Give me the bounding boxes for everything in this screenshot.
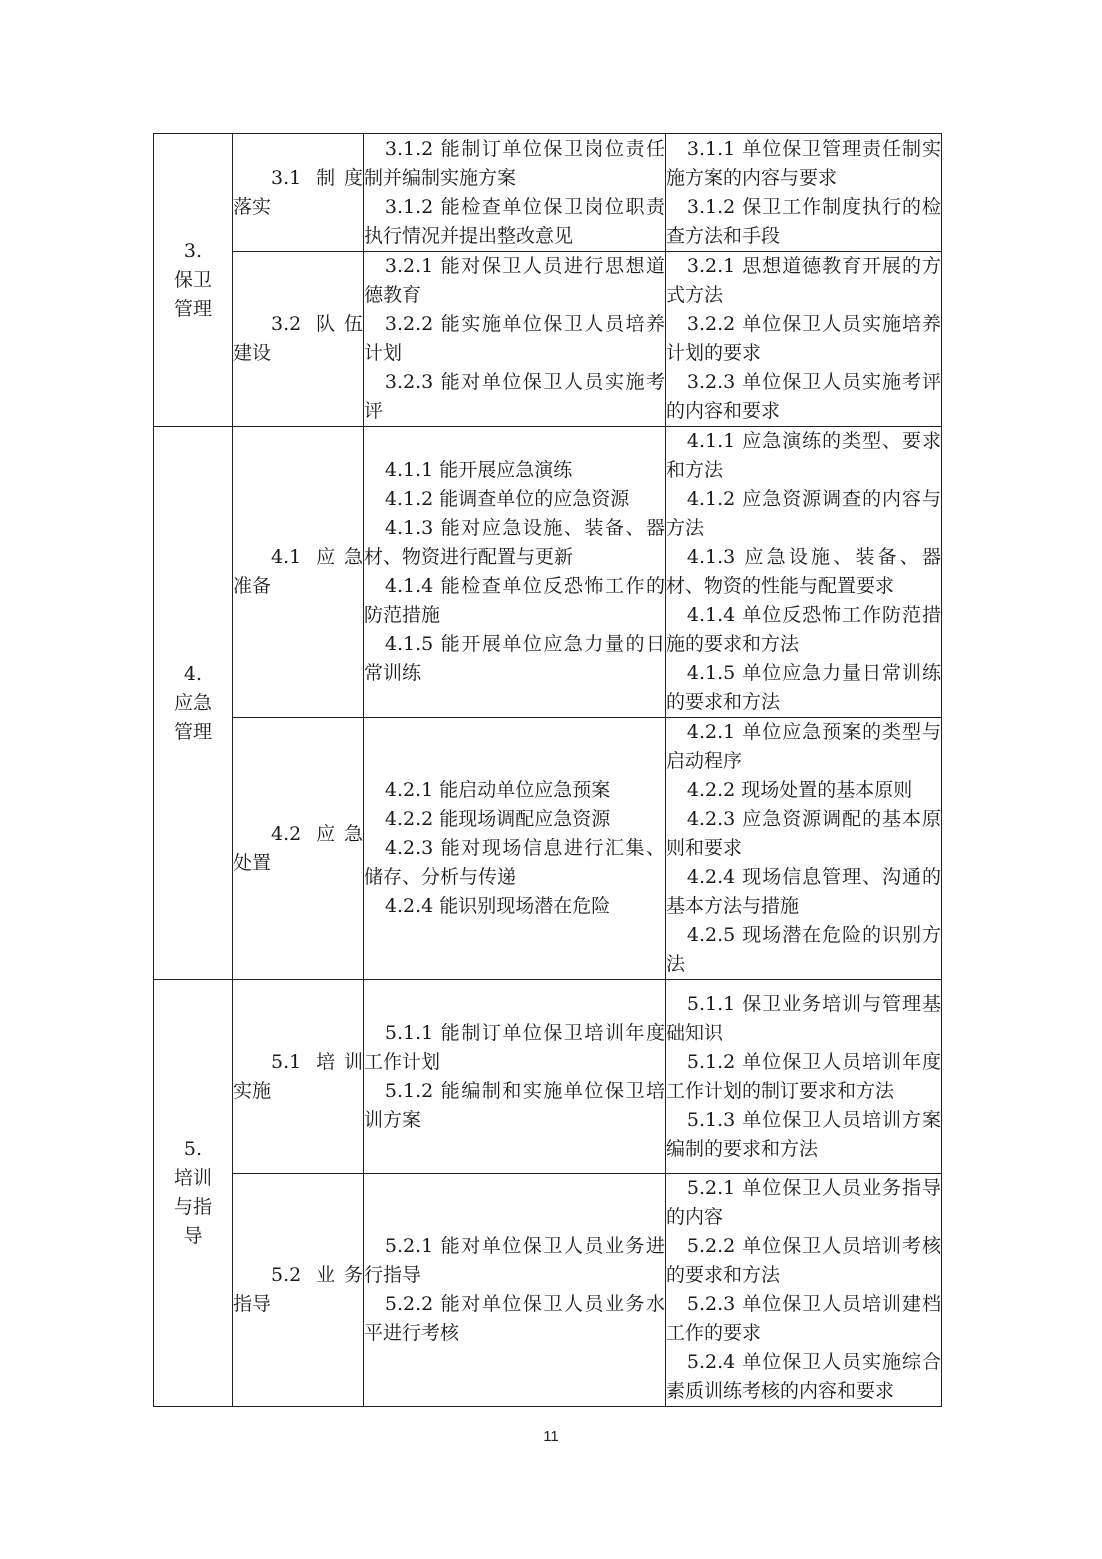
function-cell-3 [154, 134, 233, 427]
table-row [154, 718, 942, 980]
function-number: 3. [183, 239, 203, 262]
skill-item: 4.1.1 能开展应急演练 [384, 459, 573, 481]
page-number: 11 [543, 1428, 559, 1445]
knowledge-cell [666, 427, 942, 718]
work-content-cell [233, 134, 364, 252]
knowledge-item: 4.2.5 现场潜在危险的识别方法 [666, 924, 941, 975]
knowledge-item: 4.1.4 单位反恐怖工作防范措施的要求和方法 [666, 604, 941, 655]
work-content-cell [233, 980, 364, 1174]
skill-requirements-cell [364, 252, 666, 427]
skill-item: 3.2.1 能对保卫人员进行思想道德教育 [364, 255, 665, 306]
knowledge-item: 5.1.1 保卫业务培训与管理基础知识 [666, 992, 941, 1044]
skill-item: 5.2.2 能对单位保卫人员业务水平进行考核 [364, 1293, 665, 1344]
function-number: 5. [183, 1138, 203, 1160]
knowledge-item: 4.2.4 现场信息管理、沟通的基本方法与措施 [666, 866, 941, 917]
knowledge-item: 4.1.2 应急资源调查的内容与方法 [666, 488, 941, 539]
work-content-cell [233, 1174, 364, 1407]
work-content-cell [233, 427, 364, 718]
skill-item: 4.2.4 能识别现场潜在危险 [384, 895, 611, 917]
knowledge-item: 4.2.1 单位应急预案的类型与启动程序 [666, 721, 941, 772]
knowledge-item: 5.1.3 单位保卫人员培训方案编制的要求和方法 [666, 1108, 941, 1160]
skill-item: 3.2.2 能实施单位保卫人员培养计划 [364, 313, 665, 364]
knowledge-item: 5.2.3 单位保卫人员培训建档工作的要求 [666, 1293, 941, 1344]
skill-item: 4.1.5 能开展单位应急力量的日常训练 [364, 633, 665, 684]
knowledge-item: 5.2.2 单位保卫人员培训考核的要求和方法 [666, 1235, 941, 1286]
work-content-text: 5.1 培训实施 [233, 1050, 363, 1102]
function-name: 培训与指导 [173, 1167, 212, 1247]
knowledge-item: 5.1.2 单位保卫人员培训年度工作计划的制订要求和方法 [666, 1050, 941, 1102]
knowledge-cell [666, 252, 942, 427]
knowledge-cell [666, 980, 942, 1174]
knowledge-item: 3.1.1 单位保卫管理责任制实施方案的内容与要求 [666, 137, 941, 189]
table-row [154, 980, 942, 1174]
table-row [154, 1174, 942, 1407]
knowledge-item: 3.2.1 思想道德教育开展的方式方法 [666, 255, 941, 306]
work-content-cell [233, 252, 364, 427]
knowledge-item: 5.2.1 单位保卫人员业务指导的内容 [666, 1177, 941, 1228]
work-content-text: 5.2 业务指导 [233, 1264, 363, 1315]
knowledge-item: 5.2.4 单位保卫人员实施综合素质训练考核的内容和要求 [666, 1351, 941, 1402]
skill-item: 5.1.2 能编制和实施单位保卫培训方案 [364, 1079, 665, 1131]
work-content-text: 3.2 队伍建设 [233, 313, 363, 364]
function-cell-5 [154, 980, 233, 1407]
skill-item: 3.1.2 能检查单位保卫岗位职责执行情况并提出整改意见 [364, 195, 665, 247]
knowledge-item: 3.1.2 保卫工作制度执行的检查方法和手段 [666, 195, 941, 247]
knowledge-item: 4.2.2 现场处置的基本原则 [686, 779, 913, 801]
knowledge-item: 3.2.2 单位保卫人员实施培养计划的要求 [666, 313, 941, 364]
skill-requirements-cell [364, 980, 666, 1174]
work-content-text: 4.1 应急准备 [233, 546, 363, 597]
work-content-cell [233, 718, 364, 980]
knowledge-item: 3.2.3 单位保卫人员实施考评的内容和要求 [666, 371, 941, 422]
skill-requirements-cell [364, 134, 666, 252]
knowledge-item: 4.1.1 应急演练的类型、要求和方法 [666, 430, 941, 481]
knowledge-item: 4.2.3 应急资源调配的基本原则和要求 [666, 808, 941, 859]
skill-item: 4.2.1 能启动单位应急预案 [384, 779, 611, 801]
function-number: 4. [183, 662, 203, 685]
skill-requirements-cell [364, 718, 666, 980]
knowledge-cell [666, 134, 942, 252]
knowledge-item: 4.1.5 单位应急力量日常训练的要求和方法 [666, 662, 941, 713]
function-name: 保卫管理 [173, 268, 212, 320]
knowledge-cell [666, 1174, 942, 1407]
skill-requirements-cell [364, 1174, 666, 1407]
table-row [154, 252, 942, 427]
skill-requirements-cell [364, 427, 666, 718]
table-row [154, 427, 942, 718]
skill-item: 3.1.2 能制订单位保卫岗位责任制并编制实施方案 [364, 137, 665, 189]
knowledge-cell [666, 718, 942, 980]
work-content-text: 4.2 应急处置 [233, 822, 363, 874]
skill-item: 4.2.3 能对现场信息进行汇集、储存、分析与传递 [364, 837, 665, 888]
skill-item: 4.1.3 能对应急设施、装备、器材、物资进行配置与更新 [364, 517, 665, 568]
skill-requirements-table [153, 133, 942, 1407]
skill-item: 4.1.2 能调查单位的应急资源 [384, 488, 630, 510]
skill-item: 5.2.1 能对单位保卫人员业务进行指导 [364, 1235, 665, 1286]
skill-item: 4.2.2 能现场调配应急资源 [384, 808, 611, 830]
function-cell-4 [154, 427, 233, 980]
work-content-text: 3.1 制度落实 [233, 166, 363, 218]
skill-item: 4.1.4 能检查单位反恐怖工作的防范措施 [364, 575, 665, 626]
table-row [154, 134, 942, 252]
skill-item: 3.2.3 能对单位保卫人员实施考评 [364, 371, 665, 422]
knowledge-item: 4.1.3 应急设施、装备、器材、物资的性能与配置要求 [666, 546, 941, 597]
skill-item: 5.1.1 能制订单位保卫培训年度工作计划 [364, 1021, 665, 1073]
function-name: 应急管理 [173, 691, 212, 743]
